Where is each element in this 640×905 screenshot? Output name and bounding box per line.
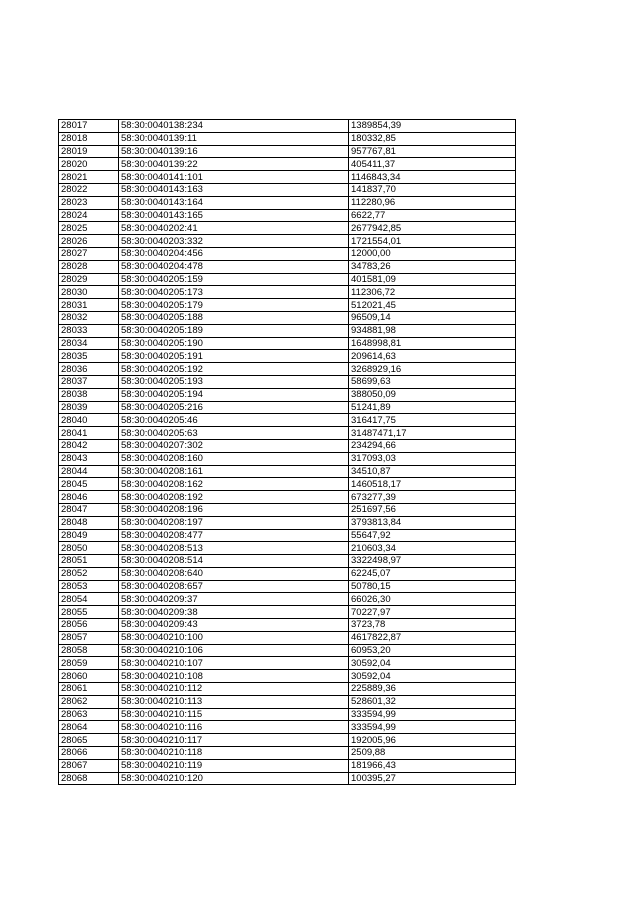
cadastral-number-cell: 58:30:0040209:37 xyxy=(119,593,349,606)
value-cell: 112280,96 xyxy=(349,196,516,209)
cadastral-number-cell: 58:30:0040210:106 xyxy=(119,644,349,657)
value-cell: 2677942,85 xyxy=(349,222,516,235)
table-row xyxy=(59,478,516,491)
cadastral-number-cell: 58:30:0040143:164 xyxy=(119,196,349,209)
table-row xyxy=(59,145,516,158)
value-cell: 30592,04 xyxy=(349,670,516,683)
cadastral-number-cell: 58:30:0040210:112 xyxy=(119,683,349,696)
row-number-cell: 28058 xyxy=(59,644,119,657)
table-row xyxy=(59,222,516,235)
row-number-cell: 28032 xyxy=(59,311,119,324)
cadastral-number-cell: 58:30:0040205:179 xyxy=(119,299,349,312)
table-row xyxy=(59,580,516,593)
row-number-cell: 28043 xyxy=(59,452,119,465)
table-row xyxy=(59,273,516,286)
table-row xyxy=(59,606,516,619)
row-number-cell: 28038 xyxy=(59,388,119,401)
value-cell: 210603,34 xyxy=(349,542,516,555)
cadastral-number-cell: 58:30:0040205:159 xyxy=(119,273,349,286)
cadastral-number-cell: 58:30:0040204:478 xyxy=(119,260,349,273)
table-row xyxy=(59,567,516,580)
row-number-cell: 28021 xyxy=(59,171,119,184)
value-cell: 316417,75 xyxy=(349,414,516,427)
row-number-cell: 28068 xyxy=(59,772,119,785)
value-cell: 112306,72 xyxy=(349,286,516,299)
table-row xyxy=(59,555,516,568)
table-row xyxy=(59,324,516,337)
value-cell: 405411,37 xyxy=(349,158,516,171)
row-number-cell: 28063 xyxy=(59,708,119,721)
cadastral-number-cell: 58:30:0040208:514 xyxy=(119,555,349,568)
cadastral-number-cell: 58:30:0040210:107 xyxy=(119,657,349,670)
value-cell: 3793813,84 xyxy=(349,516,516,529)
row-number-cell: 28055 xyxy=(59,606,119,619)
row-number-cell: 28018 xyxy=(59,132,119,145)
value-cell: 388050,09 xyxy=(349,388,516,401)
row-number-cell: 28067 xyxy=(59,759,119,772)
value-cell: 31487471,17 xyxy=(349,427,516,440)
table-row xyxy=(59,772,516,785)
value-cell: 512021,45 xyxy=(349,299,516,312)
cadastral-number-cell: 58:30:0040210:116 xyxy=(119,721,349,734)
table-row xyxy=(59,427,516,440)
row-number-cell: 28023 xyxy=(59,196,119,209)
cadastral-number-cell: 58:30:0040138:234 xyxy=(119,120,349,133)
cadastral-number-cell: 58:30:0040143:165 xyxy=(119,209,349,222)
table-row xyxy=(59,683,516,696)
table-row xyxy=(59,491,516,504)
cadastral-number-cell: 58:30:0040205:191 xyxy=(119,350,349,363)
cadastral-number-cell: 58:30:0040139:16 xyxy=(119,145,349,158)
cadastral-number-cell: 58:30:0040208:657 xyxy=(119,580,349,593)
table-row xyxy=(59,593,516,606)
cadastral-number-cell: 58:30:0040209:43 xyxy=(119,619,349,632)
row-number-cell: 28050 xyxy=(59,542,119,555)
row-number-cell: 28022 xyxy=(59,183,119,196)
table-row xyxy=(59,401,516,414)
value-cell: 333594,99 xyxy=(349,708,516,721)
row-number-cell: 28029 xyxy=(59,273,119,286)
row-number-cell: 28040 xyxy=(59,414,119,427)
row-number-cell: 28045 xyxy=(59,478,119,491)
table-row xyxy=(59,120,516,133)
value-cell: 209614,63 xyxy=(349,350,516,363)
value-cell: 1146843,34 xyxy=(349,171,516,184)
row-number-cell: 28037 xyxy=(59,375,119,388)
row-number-cell: 28064 xyxy=(59,721,119,734)
cadastral-number-cell: 58:30:0040208:196 xyxy=(119,503,349,516)
row-number-cell: 28020 xyxy=(59,158,119,171)
table-row xyxy=(59,388,516,401)
value-cell: 1460518,17 xyxy=(349,478,516,491)
row-number-cell: 28057 xyxy=(59,631,119,644)
value-cell: 66026,30 xyxy=(349,593,516,606)
value-cell: 12000,00 xyxy=(349,247,516,260)
row-number-cell: 28028 xyxy=(59,260,119,273)
table-row xyxy=(59,439,516,452)
value-cell: 401581,09 xyxy=(349,273,516,286)
cadastral-number-cell: 58:30:0040205:188 xyxy=(119,311,349,324)
value-cell: 62245,07 xyxy=(349,567,516,580)
row-number-cell: 28051 xyxy=(59,555,119,568)
value-cell: 333594,99 xyxy=(349,721,516,734)
cadastral-number-cell: 58:30:0040208:477 xyxy=(119,529,349,542)
cadastral-number-cell: 58:30:0040210:120 xyxy=(119,772,349,785)
cadastral-number-cell: 58:30:0040139:22 xyxy=(119,158,349,171)
row-number-cell: 28049 xyxy=(59,529,119,542)
table-row xyxy=(59,734,516,747)
table-row xyxy=(59,759,516,772)
row-number-cell: 28025 xyxy=(59,222,119,235)
row-number-cell: 28060 xyxy=(59,670,119,683)
value-cell: 3723,78 xyxy=(349,619,516,632)
row-number-cell: 28042 xyxy=(59,439,119,452)
row-number-cell: 28039 xyxy=(59,401,119,414)
row-number-cell: 28044 xyxy=(59,465,119,478)
value-cell: 60953,20 xyxy=(349,644,516,657)
row-number-cell: 28017 xyxy=(59,120,119,133)
value-cell: 180332,85 xyxy=(349,132,516,145)
value-cell: 70227,97 xyxy=(349,606,516,619)
table-row xyxy=(59,503,516,516)
table-row xyxy=(59,235,516,248)
cadastral-number-cell: 58:30:0040208:192 xyxy=(119,491,349,504)
table-row xyxy=(59,209,516,222)
cadastral-number-cell: 58:30:0040205:46 xyxy=(119,414,349,427)
value-cell: 3268929,16 xyxy=(349,363,516,376)
cadastral-number-cell: 58:30:0040141:101 xyxy=(119,171,349,184)
cadastral-number-cell: 58:30:0040208:161 xyxy=(119,465,349,478)
row-number-cell: 28033 xyxy=(59,324,119,337)
cadastral-number-cell: 58:30:0040205:193 xyxy=(119,375,349,388)
cadastral-number-cell: 58:30:0040203:332 xyxy=(119,235,349,248)
row-number-cell: 28024 xyxy=(59,209,119,222)
table-row xyxy=(59,350,516,363)
value-cell: 100395,27 xyxy=(349,772,516,785)
table-row xyxy=(59,158,516,171)
value-cell: 1721554,01 xyxy=(349,235,516,248)
value-cell: 6622,77 xyxy=(349,209,516,222)
table-row xyxy=(59,708,516,721)
row-number-cell: 28046 xyxy=(59,491,119,504)
table-row xyxy=(59,183,516,196)
cadastral-number-cell: 58:30:0040205:194 xyxy=(119,388,349,401)
row-number-cell: 28066 xyxy=(59,747,119,760)
table-row xyxy=(59,363,516,376)
row-number-cell: 28052 xyxy=(59,567,119,580)
row-number-cell: 28061 xyxy=(59,683,119,696)
table-row xyxy=(59,721,516,734)
table-row xyxy=(59,657,516,670)
row-number-cell: 28065 xyxy=(59,734,119,747)
table-row xyxy=(59,260,516,273)
row-number-cell: 28019 xyxy=(59,145,119,158)
value-cell: 4617822,87 xyxy=(349,631,516,644)
value-cell: 58699,63 xyxy=(349,375,516,388)
value-cell: 55647,92 xyxy=(349,529,516,542)
table-row xyxy=(59,286,516,299)
row-number-cell: 28027 xyxy=(59,247,119,260)
row-number-cell: 28059 xyxy=(59,657,119,670)
value-cell: 234294,66 xyxy=(349,439,516,452)
cadastral-number-cell: 58:30:0040208:640 xyxy=(119,567,349,580)
cadastral-number-cell: 58:30:0040210:117 xyxy=(119,734,349,747)
cadastral-number-cell: 58:30:0040208:197 xyxy=(119,516,349,529)
cadastral-number-cell: 58:30:0040210:113 xyxy=(119,695,349,708)
row-number-cell: 28031 xyxy=(59,299,119,312)
value-cell: 673277,39 xyxy=(349,491,516,504)
cadastral-number-cell: 58:30:0040208:513 xyxy=(119,542,349,555)
value-cell: 934881,98 xyxy=(349,324,516,337)
table-row xyxy=(59,747,516,760)
row-number-cell: 28048 xyxy=(59,516,119,529)
value-cell: 30592,04 xyxy=(349,657,516,670)
row-number-cell: 28034 xyxy=(59,337,119,350)
table-row xyxy=(59,529,516,542)
row-number-cell: 28062 xyxy=(59,695,119,708)
value-cell: 181966,43 xyxy=(349,759,516,772)
row-number-cell: 28035 xyxy=(59,350,119,363)
cadastral-number-cell: 58:30:0040205:189 xyxy=(119,324,349,337)
cadastral-number-cell: 58:30:0040207:302 xyxy=(119,439,349,452)
cadastral-number-cell: 58:30:0040205:192 xyxy=(119,363,349,376)
table-row xyxy=(59,542,516,555)
row-number-cell: 28054 xyxy=(59,593,119,606)
value-cell: 251697,56 xyxy=(349,503,516,516)
table-row xyxy=(59,695,516,708)
value-cell: 34510,87 xyxy=(349,465,516,478)
value-cell: 3322498,97 xyxy=(349,555,516,568)
cadastral-number-cell: 58:30:0040205:190 xyxy=(119,337,349,350)
cadastral-number-cell: 58:30:0040143:163 xyxy=(119,183,349,196)
value-cell: 96509,14 xyxy=(349,311,516,324)
value-cell: 50780,15 xyxy=(349,580,516,593)
cadastral-number-cell: 58:30:0040209:38 xyxy=(119,606,349,619)
value-cell: 528601,32 xyxy=(349,695,516,708)
table-row xyxy=(59,452,516,465)
cadastral-number-cell: 58:30:0040210:119 xyxy=(119,759,349,772)
table-row xyxy=(59,644,516,657)
data-table-body xyxy=(59,120,516,785)
cadastral-number-cell: 58:30:0040205:63 xyxy=(119,427,349,440)
row-number-cell: 28056 xyxy=(59,619,119,632)
table-row xyxy=(59,311,516,324)
table-row xyxy=(59,132,516,145)
table-row xyxy=(59,670,516,683)
cadastral-number-cell: 58:30:0040210:118 xyxy=(119,747,349,760)
table-row xyxy=(59,247,516,260)
cadastral-number-cell: 58:30:0040210:115 xyxy=(119,708,349,721)
table-row xyxy=(59,465,516,478)
table-row xyxy=(59,171,516,184)
cadastral-number-cell: 58:30:0040208:162 xyxy=(119,478,349,491)
cadastral-number-cell: 58:30:0040139:11 xyxy=(119,132,349,145)
cadastral-number-cell: 58:30:0040205:173 xyxy=(119,286,349,299)
row-number-cell: 28036 xyxy=(59,363,119,376)
table-row xyxy=(59,516,516,529)
table-row xyxy=(59,337,516,350)
cadastral-number-cell: 58:30:0040205:216 xyxy=(119,401,349,414)
value-cell: 34783,26 xyxy=(349,260,516,273)
value-cell: 51241,89 xyxy=(349,401,516,414)
cadastral-number-cell: 58:30:0040210:108 xyxy=(119,670,349,683)
table-row xyxy=(59,299,516,312)
value-cell: 317093,03 xyxy=(349,452,516,465)
cadastral-number-cell: 58:30:0040204:456 xyxy=(119,247,349,260)
value-cell: 1648998,81 xyxy=(349,337,516,350)
table-row xyxy=(59,619,516,632)
table-row xyxy=(59,375,516,388)
table-row xyxy=(59,414,516,427)
value-cell: 192005,96 xyxy=(349,734,516,747)
data-table xyxy=(58,119,516,785)
value-cell: 225889,36 xyxy=(349,683,516,696)
table-row xyxy=(59,631,516,644)
value-cell: 957767,81 xyxy=(349,145,516,158)
row-number-cell: 28041 xyxy=(59,427,119,440)
cadastral-number-cell: 58:30:0040210:100 xyxy=(119,631,349,644)
value-cell: 2509,88 xyxy=(349,747,516,760)
row-number-cell: 28026 xyxy=(59,235,119,248)
value-cell: 1389854,39 xyxy=(349,120,516,133)
table-row xyxy=(59,196,516,209)
value-cell: 141837,70 xyxy=(349,183,516,196)
cadastral-number-cell: 58:30:0040202:41 xyxy=(119,222,349,235)
cadastral-number-cell: 58:30:0040208:160 xyxy=(119,452,349,465)
row-number-cell: 28047 xyxy=(59,503,119,516)
row-number-cell: 28030 xyxy=(59,286,119,299)
row-number-cell: 28053 xyxy=(59,580,119,593)
